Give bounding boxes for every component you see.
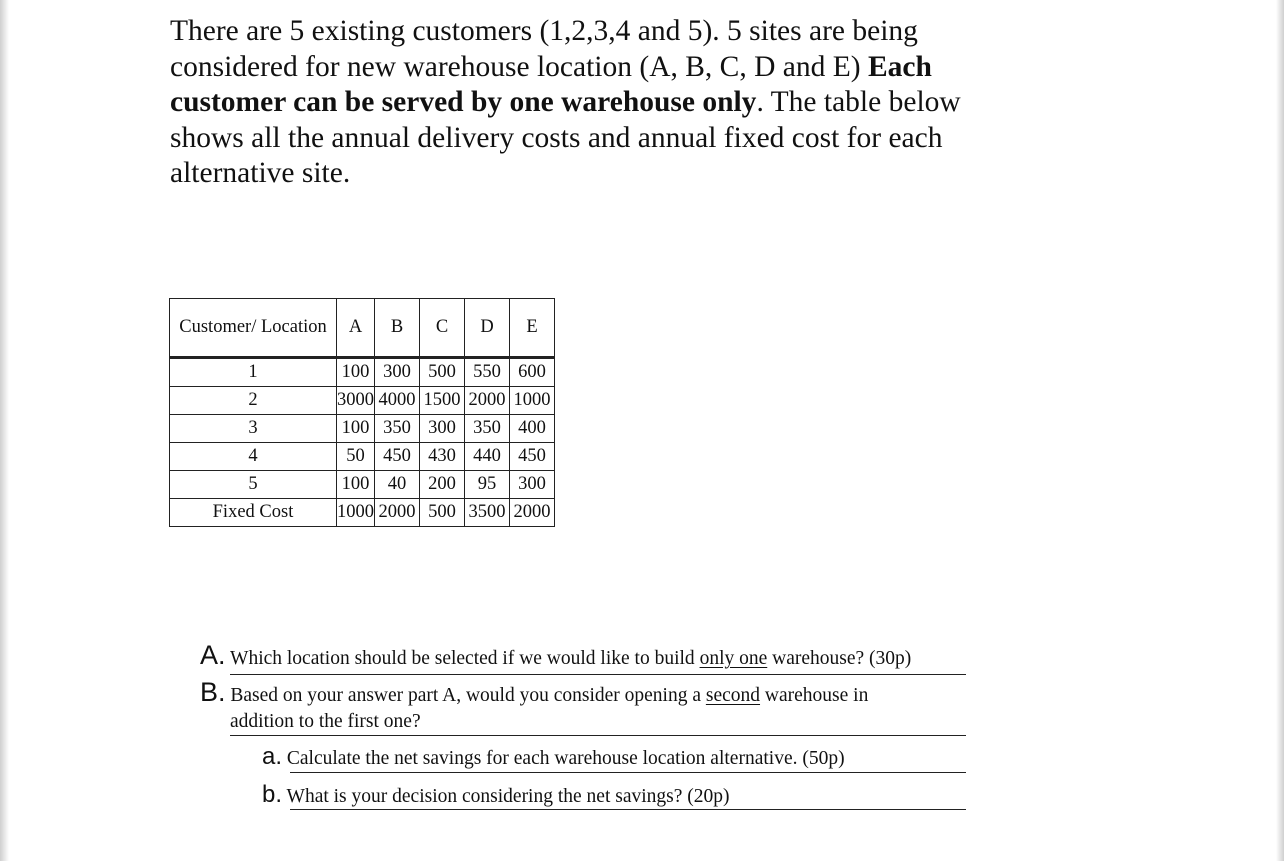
- table-cell: 600: [510, 358, 555, 387]
- table-row-fixed-cost: [170, 499, 555, 527]
- table-cell: 450: [510, 443, 555, 471]
- table-row: [170, 358, 555, 387]
- subquestion-a-text: Calculate the net savings for each warehouse location alternative. (50p): [282, 748, 845, 769]
- table-cell: 550: [465, 358, 510, 387]
- table-cell: 350: [375, 415, 420, 443]
- problem-intro: [170, 14, 970, 192]
- table-cell: 2000: [375, 499, 420, 527]
- table-cell: 400: [510, 415, 555, 443]
- intro-text-1: There are 5 existing customers (1,2,3,4 and 5). 5 sites are being considered for new warehouse location (A, B, C, D and E): [170, 15, 918, 83]
- answer-line-sub-b: [290, 809, 966, 810]
- answer-line-sub-a: [290, 772, 966, 773]
- page-shadow-left: [0, 0, 9, 861]
- table-cell: 500: [420, 499, 465, 527]
- table-cell: 40: [375, 471, 420, 499]
- answer-line-b: [230, 735, 966, 736]
- row-label: 2: [170, 387, 337, 415]
- table-cell: 1000: [337, 499, 375, 527]
- cost-table: [169, 298, 555, 527]
- question-b-text-pre: Based on your answer part A, would you consider opening a: [225, 685, 706, 706]
- question-a-underlined: only one: [699, 648, 768, 669]
- table-row: [170, 415, 555, 443]
- table-cell: 2000: [465, 387, 510, 415]
- question-a: [200, 640, 911, 671]
- table-cell: 100: [337, 415, 375, 443]
- table-cell: 350: [465, 415, 510, 443]
- question-a-text-post: warehouse? (30p): [767, 648, 912, 669]
- intro-bold-text: Each customer can be served by one warehouse only: [170, 50, 932, 118]
- table-cell: 95: [465, 471, 510, 499]
- table-cell: 4000: [375, 387, 420, 415]
- table-cell: 200: [420, 471, 465, 499]
- question-a-letter: A.: [200, 640, 226, 670]
- subquestion-a: [262, 743, 845, 771]
- table-row: [170, 471, 555, 499]
- subquestion-b: [262, 781, 730, 809]
- question-b-underlined: second: [705, 685, 761, 706]
- header-col-c: C: [420, 299, 465, 358]
- table-cell: 2000: [510, 499, 555, 527]
- question-b-text-post: warehouse in: [760, 685, 869, 706]
- row-label: 5: [170, 471, 337, 499]
- row-label: 3: [170, 415, 337, 443]
- subquestion-a-letter: a.: [262, 743, 283, 770]
- table-row: [170, 387, 555, 415]
- table-cell: 300: [420, 415, 465, 443]
- row-label: 1: [170, 358, 337, 387]
- header-customer-location: Customer/ Location: [170, 299, 337, 358]
- header-col-d: D: [465, 299, 510, 358]
- table-cell: 300: [375, 358, 420, 387]
- row-label: Fixed Cost: [170, 499, 337, 527]
- table-cell: 450: [375, 443, 420, 471]
- table-cell: 500: [420, 358, 465, 387]
- table-cell: 440: [465, 443, 510, 471]
- table-cell: 100: [337, 358, 375, 387]
- question-b: [200, 677, 868, 708]
- table-header-row: [170, 299, 555, 358]
- intro-text-2: . The table below shows all the annual delivery costs and annual fixed cost for each alternative site.: [170, 86, 961, 189]
- table-cell: 430: [420, 443, 465, 471]
- table-cell: 50: [337, 443, 375, 471]
- question-b-letter: B.: [200, 677, 226, 707]
- page-shadow-right: [1276, 0, 1284, 861]
- header-col-b: B: [375, 299, 420, 358]
- subquestion-b-text: What is your decision considering the net savings? (20p): [282, 786, 730, 807]
- header-col-a: A: [337, 299, 375, 358]
- question-a-text-pre: Which location should be selected if we would like to build: [225, 648, 700, 669]
- table-cell: 100: [337, 471, 375, 499]
- row-label: 4: [170, 443, 337, 471]
- table-cell: 3000: [337, 387, 375, 415]
- table-cell: 1500: [420, 387, 465, 415]
- table-cell: 3500: [465, 499, 510, 527]
- question-b-line2: addition to the first one?: [230, 711, 421, 732]
- table-cell: 1000: [510, 387, 555, 415]
- subquestion-b-letter: b.: [262, 781, 283, 808]
- header-col-e: E: [510, 299, 555, 358]
- table-cell: 300: [510, 471, 555, 499]
- answer-line-a: [230, 674, 966, 675]
- table-row: [170, 443, 555, 471]
